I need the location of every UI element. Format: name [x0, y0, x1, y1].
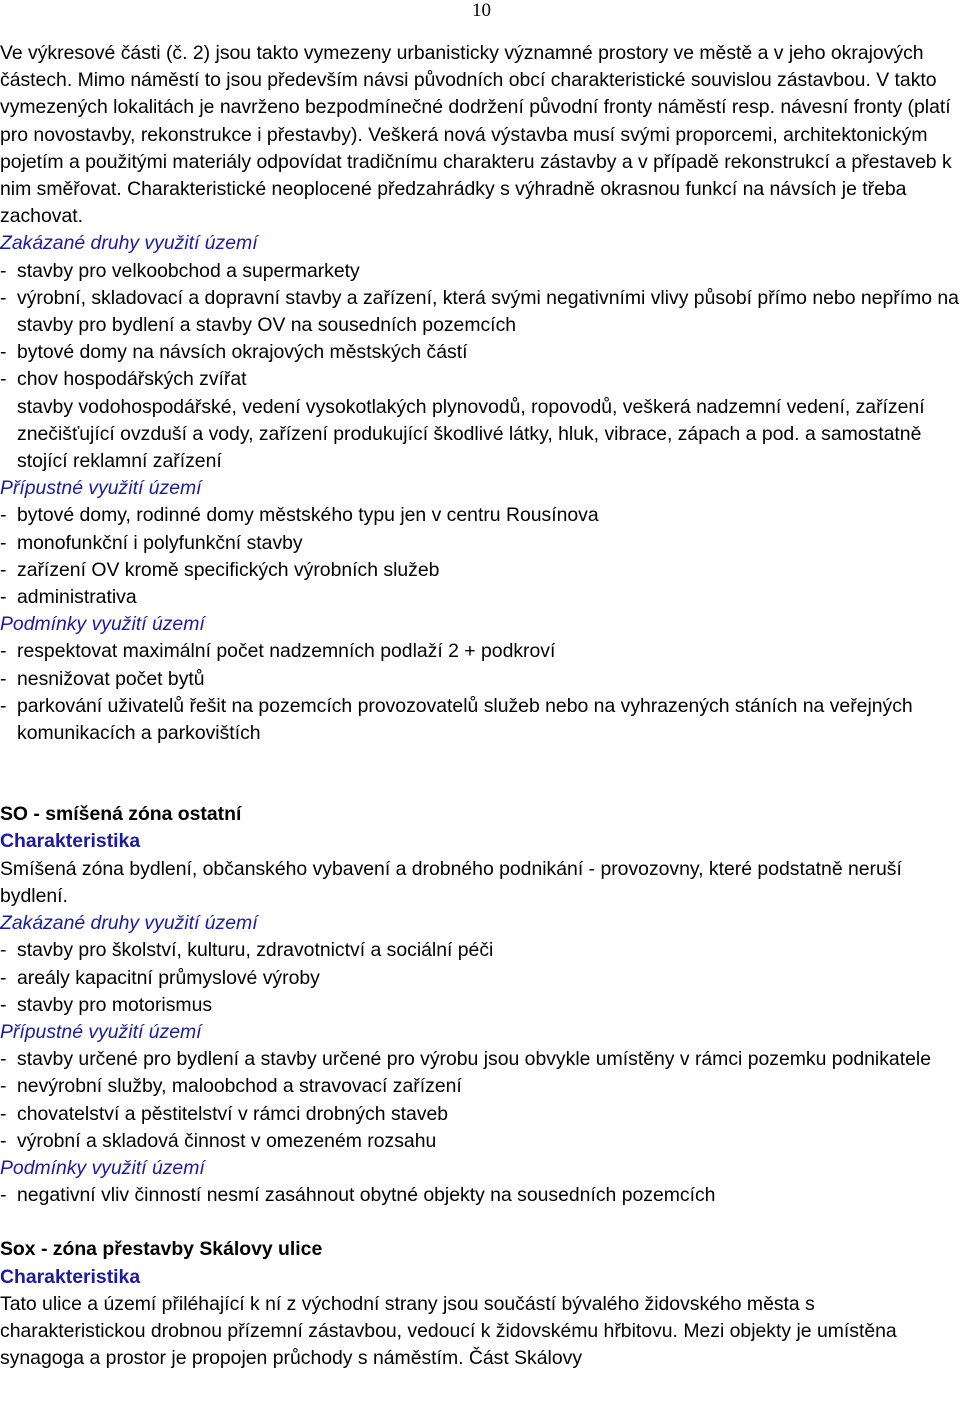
- list-item: - stavby pro školství, kulturu, zdravotnictví a sociální péči: [0, 939, 494, 962]
- sox-characteristics-text: Tato ulice a území přiléhající k ní z východní strany jsou součástí bývalého židovského města s charakteristickou drobnou přízemní zástavbou, vedoucí k židovskému hřbitovu. Mezi objekty je umístěna synagoga a prostor je propojen průchody s náměstím. Část Skálovy: [0, 1292, 897, 1370]
- list-item: - areály kapacitní průmyslové výroby: [0, 966, 320, 989]
- document-body: [0, 40, 960, 1372]
- so-forbidden-list: [0, 937, 960, 1019]
- list-item: - chovatelství a pěstitelství v rámci drobných staveb: [0, 1102, 449, 1125]
- list-item: - výrobní, skladovací a dopravní stavby a zařízení, která svými negativními vlivy působí přímo nebo nepřímo na stavby pro bydlení a stavby OV na sousedních pozemcích: [0, 286, 959, 337]
- list-item: - chov hospodářských zvířat: [0, 368, 247, 391]
- so-conditions-list: [0, 1182, 960, 1209]
- list-item: - negativní vliv činností nesmí zasáhnout obytné objekty na sousedních pozemcích: [0, 1184, 716, 1207]
- section-sox-title: Sox - zóna přestavby Skálovy ulice: [0, 1238, 323, 1261]
- forbidden-heading: Zakázané druhy využití území: [0, 232, 258, 255]
- so-forbidden-heading: Zakázané druhy využití území: [0, 912, 258, 935]
- so-conditions-heading: Podmínky využití území: [0, 1156, 205, 1179]
- so-characteristics-text: Smíšená zóna bydlení, občanského vybavení a drobného podnikání - provozovny, které podstatně neruší bydlení.: [0, 857, 902, 907]
- list-item: - stavby pro motorismus: [0, 993, 213, 1016]
- list-continuation: stavby vodohospodářské, vedení vysokotlakých plynovodů, ropovodů, veškerá nadzemní vedení, zařízení znečišťující ovzduší a vody, zařízení produkující škodlivé látky, hluk, vibrace, zápach a pod. a samostatně stojící reklamní zařízení: [17, 395, 925, 473]
- section-so-title: SO - smíšená zóna ostatní: [0, 803, 242, 826]
- so-allowed-list: [0, 1046, 960, 1155]
- list-item: - bytové domy, rodinné domy městského typu jen v centru Rousínova: [0, 504, 599, 527]
- list-item: - parkování uživatelů řešit na pozemcích provozovatelů služeb nebo na vyhrazených stáních na veřejných komunikacích a parkovištích: [0, 694, 913, 745]
- sox-characteristics-heading: Charakteristika: [0, 1265, 141, 1288]
- forbidden-list: [0, 258, 960, 476]
- list-item: - nesnižovat počet bytů: [0, 667, 205, 690]
- list-item: - stavby pro velkoobchod a supermarkety: [0, 259, 360, 282]
- list-item: - nevýrobní služby, maloobchod a stravovací zařízení: [0, 1075, 462, 1098]
- list-item: - administrativa: [0, 586, 137, 609]
- intro-paragraph: Ve výkresové části (č. 2) jsou takto vymezeny urbanisticky významné prostory ve městě a v jeho okrajových částech. Mimo náměstí to jsou především návsi původních obcí charakteristické souvislou zástavbou. V takto vymezených lokalitách je navrženo bezpodmínečné dodržení původní fronty náměstí resp. návesní fronty (platí pro novostavby, rekonstrukce i přestavby). Veškerá nová výstavba musí svými proporcemi, architektonickým pojetím a použitými materiály odpovídat tradičnímu charakteru zástavby a v případě rekonstrukcí a přestaveb k nim směřovat. Charakteristické neoplocené předzahrádky s výhradně okrasnou funkcí na návsích je třeba zachovat.: [0, 42, 952, 228]
- conditions-list: [0, 638, 960, 747]
- so-characteristics-heading: Charakteristika: [0, 830, 141, 853]
- list-item: - stavby určené pro bydlení a stavby určené pro výrobu jsou obvykle umístěny v rámci pozemku podnikatele: [0, 1048, 931, 1071]
- list-item: - respektovat maximální počet nadzemních podlaží 2 + podkroví: [0, 640, 556, 663]
- list-item: - monofunkční i polyfunkční stavby: [0, 531, 303, 554]
- spacer: [0, 747, 960, 801]
- page-number: 10: [472, 0, 491, 21]
- allowed-list: [0, 502, 960, 611]
- list-item: - zařízení OV kromě specifických výrobních služeb: [0, 558, 440, 581]
- list-item: - bytové domy na návsích okrajových městských částí: [0, 341, 468, 364]
- list-item: - výrobní a skladová činnost v omezeném rozsahu: [0, 1129, 437, 1152]
- conditions-heading: Podmínky využití území: [0, 613, 205, 636]
- spacer: [0, 1209, 960, 1236]
- so-allowed-heading: Přípustné využití území: [0, 1020, 202, 1043]
- allowed-heading: Přípustné využití území: [0, 477, 202, 500]
